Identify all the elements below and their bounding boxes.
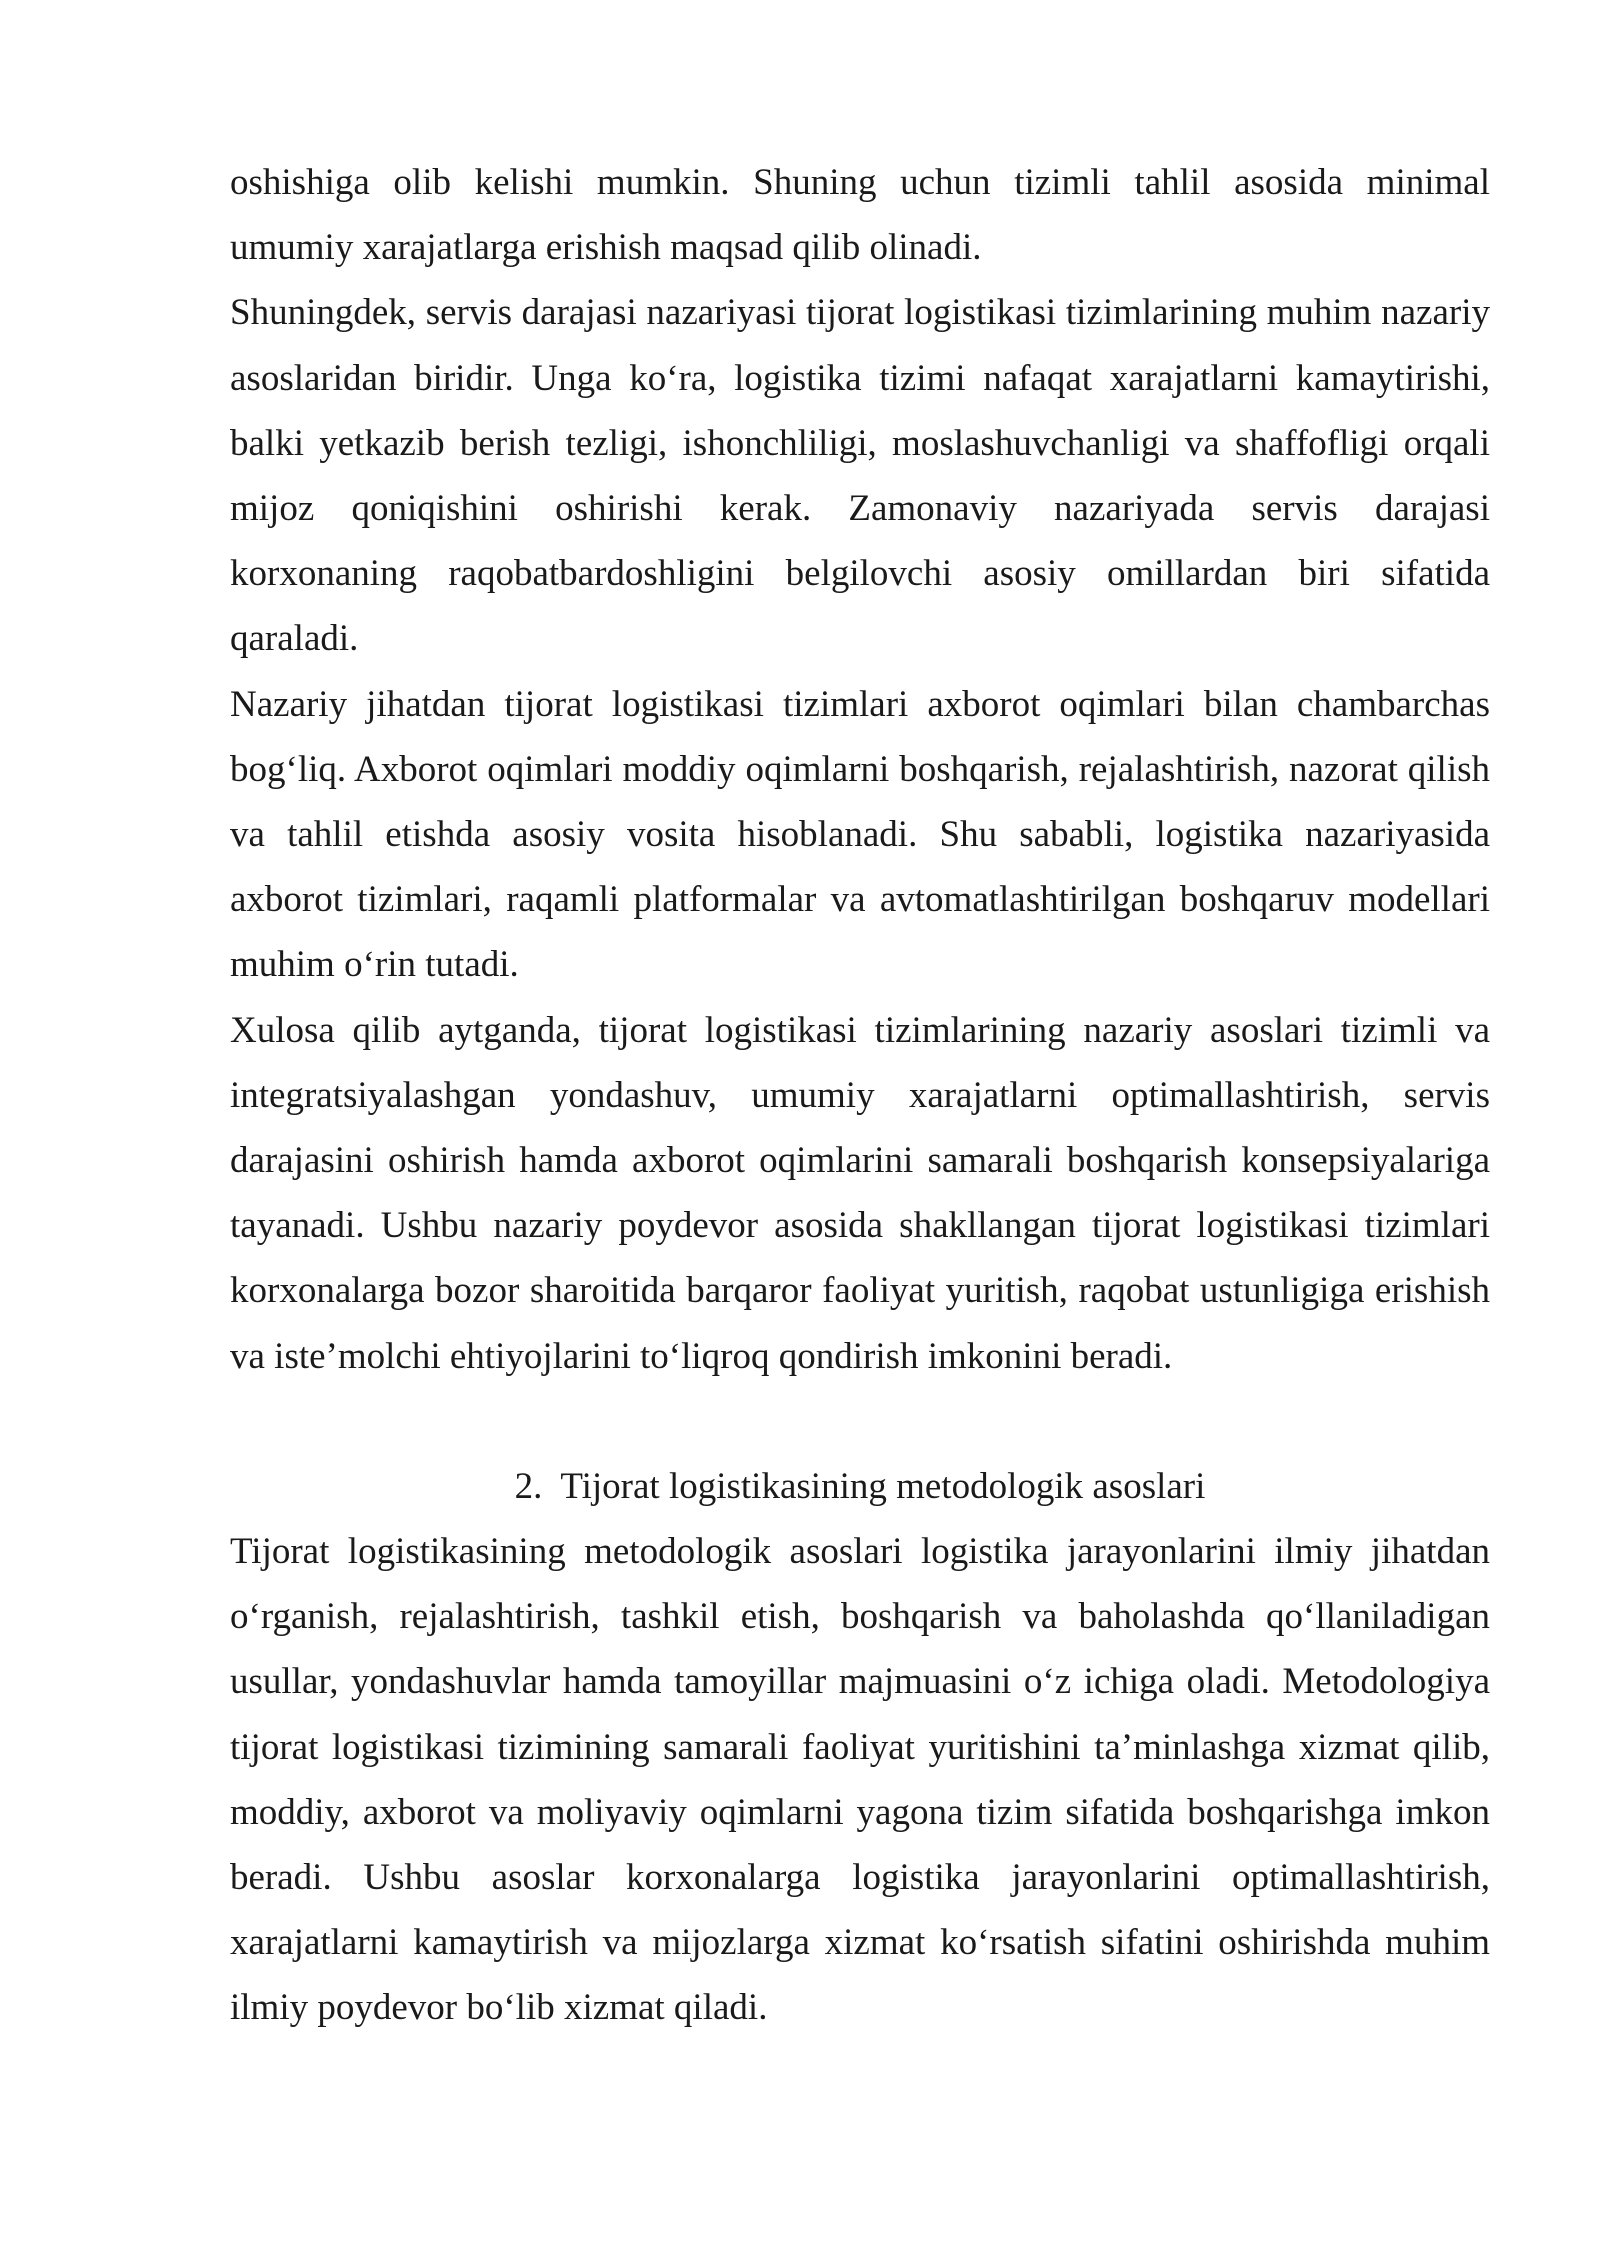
section-title: Tijorat logistikasining metodologik asoslari (560, 1465, 1206, 1507)
document-page (230, 150, 1490, 2041)
paragraph-continuation: oshishiga olib kelishi mumkin. Shuning uchun tizimli tahlil asosida minimal umumiy xarajatlarga erishish maqsad qilib olinadi. (230, 162, 1490, 269)
paragraph-methodology: Tijorat logistikasining metodologik asoslari logistika jarayonlarini ilmiy jihatdan o‘rganish, rejalashtirish, tashkil etish, boshqarish va baholashda qo‘llaniladigan usullar, yondashuvlar hamda tamoyillar majmuasini o‘z ichiga oladi. Metodologiya tijorat logistikasi tizimining samarali faoliyat yuritishini ta’minlashga xizmat qilib, moddiy, axborot va moliyaviy oqimlarni yagona tizim sifatida boshqarishga imkon beradi. Ushbu asoslar korxonalarga logistika jarayonlarini optimallashtirish, xarajatlarni kamaytirish va mijozlarga xizmat ko‘rsatish sifatini oshirishda muhim ilmiy poydevor bo‘lib xizmat qiladi. (230, 1531, 1490, 2029)
section-heading (230, 1454, 1490, 1519)
paragraph-information-flows: Nazariy jihatdan tijorat logistikasi tizimlari axborot oqimlari bilan chambarchas bog‘liq. Axborot oqimlari moddiy oqimlarni boshqarish, rejalashtirish, nazorat qilish va tahlil etishda asosiy vosita hisoblanadi. Shu sababli, logistika nazariyasida axborot tizimlari, raqamli platformalar va avtomatlashtirilgan boshqaruv modellari muhim o‘rin tutadi. (230, 683, 1490, 986)
section-number: 2. (514, 1465, 543, 1507)
paragraph-service-level: Shuningdek, servis darajasi nazariyasi tijorat logistikasi tizimlarining muhim nazariy asoslaridan biridir. Unga ko‘ra, logistika tizimi nafaqat xarajatlarni kamaytirishi, balki yetkazib berish tezligi, ishonchliligi, moslashuvchanligi va shaffofligi orqali mijoz qoniqishini oshirishi kerak. Zamonaviy nazariyada servis darajasi korxonaning raqobatbardoshligini belgilovchi asosiy omillardan biri sifatida qaraladi. (230, 292, 1490, 660)
paragraph-conclusion: Xulosa qilib aytganda, tijorat logistikasi tizimlarining nazariy asoslari tizimli va integratsiyalashgan yondashuv, umumiy xarajatlarni optimallashtirish, servis darajasini oshirish hamda axborot oqimlarini samarali boshqarish konsepsiyalariga tayanadi. Ushbu nazariy poydevor asosida shakllangan tijorat logistikasi tizimlari korxonalarga bozor sharoitida barqaror faoliyat yuritish, raqobat ustunligiga erishish va iste’molchi ehtiyojlarini to‘liqroq qondirish imkonini beradi. (230, 1009, 1490, 1377)
